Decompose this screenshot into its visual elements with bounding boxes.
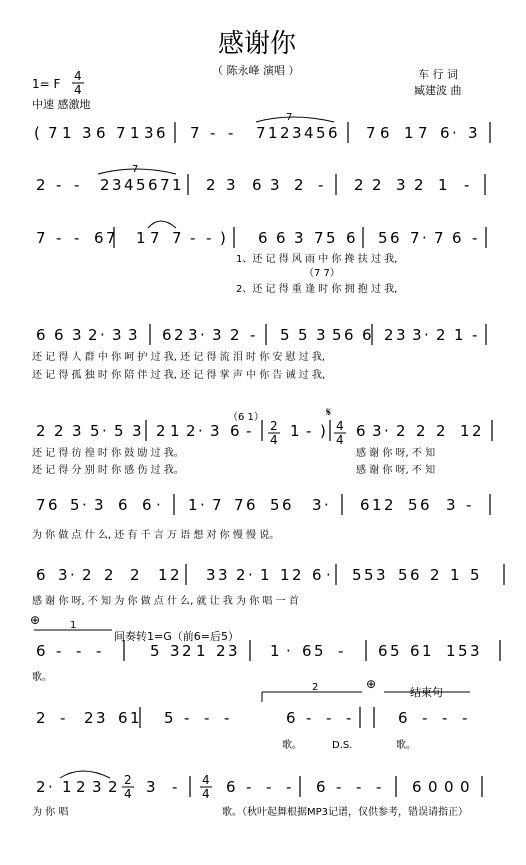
note: 3 <box>396 326 406 344</box>
note: 1 <box>454 326 464 344</box>
note: 3 <box>112 326 122 344</box>
note: 5 <box>114 422 124 440</box>
note: 5 <box>280 326 290 344</box>
note: 5 <box>390 642 400 660</box>
lyric-line: 感 谢 你 呀, 不 知 <box>356 465 436 476</box>
note: 7 <box>410 229 420 247</box>
note: · <box>324 496 329 514</box>
note: · <box>384 422 389 440</box>
lyric-line: 还 记 得 彷 徨 时 你 鼓 励 过 我。 <box>32 448 184 459</box>
note: 6 <box>380 124 390 142</box>
note: - <box>224 709 230 727</box>
note: 1 <box>136 229 146 247</box>
note: - <box>228 124 234 142</box>
lyric-line: 1、还 记 得 风 雨 中 你 搀 扶 过 我, <box>236 254 398 265</box>
lyric-line: 歌。 <box>396 740 416 751</box>
note: - <box>326 709 332 727</box>
note: 2 <box>170 566 180 584</box>
note: · <box>156 496 161 514</box>
note: · <box>200 496 205 514</box>
note: 6 <box>282 496 292 514</box>
note: · <box>326 566 331 584</box>
note: 7 <box>106 229 116 247</box>
note: 2 <box>182 642 192 660</box>
note: 6 <box>316 778 326 796</box>
note: · <box>200 326 205 344</box>
note: 3 <box>468 124 478 142</box>
note: 2 <box>82 566 92 584</box>
note: 6 <box>226 778 236 796</box>
note: 2 <box>292 566 302 584</box>
note: 0 <box>444 778 454 796</box>
music-row <box>36 420 492 441</box>
note: - <box>250 326 256 344</box>
note: 6 <box>344 326 354 344</box>
note: - <box>56 176 62 194</box>
note: 3 <box>446 496 456 514</box>
note: - <box>338 642 344 660</box>
note: 2 <box>206 176 216 194</box>
note: - <box>376 778 382 796</box>
note: - <box>346 709 352 727</box>
note: 3 <box>312 496 322 514</box>
note: 3 <box>132 422 142 440</box>
note: 6 <box>360 496 370 514</box>
note: 7 <box>418 124 428 142</box>
note: · <box>422 229 427 247</box>
note: 5 <box>316 124 326 142</box>
music-row <box>36 324 486 345</box>
note: 6 <box>94 229 104 247</box>
meter-end-bottom: 4 <box>124 787 132 801</box>
note: 6 <box>440 124 450 142</box>
tempo-marking: 中速 感激地 <box>32 98 91 111</box>
note: 2 <box>76 778 86 796</box>
note: 5 <box>332 326 342 344</box>
note: 7 <box>36 229 46 247</box>
note: 6 <box>302 642 312 660</box>
note: - <box>210 124 216 142</box>
note: - <box>204 709 210 727</box>
singer-credit: （ 陈永峰 演唱 ） <box>212 64 300 77</box>
note: 6 <box>362 326 372 344</box>
note: 1 <box>188 496 198 514</box>
note: 3 <box>316 326 326 344</box>
note: 3 <box>112 176 122 194</box>
note: 6 <box>452 229 462 247</box>
note: 4 <box>304 124 314 142</box>
note: 6 <box>36 642 46 660</box>
note: - <box>306 709 312 727</box>
lyric-line: 感 谢 你 呀, 不 知 为 你 做 点 什 么, 就 让 我 为 你 唱 一 首 <box>32 596 299 607</box>
meter-last-bottom: 4 <box>202 787 210 801</box>
note: 1 <box>130 124 140 142</box>
note: 2 <box>108 778 118 796</box>
note: 3 <box>294 229 304 247</box>
note: 2 <box>236 566 246 584</box>
lyric-line: 还 记 得 分 别 时 你 感 伤 过 我。 <box>32 465 184 476</box>
interlude-note: 间奏转1=G（前6=后5） <box>114 630 239 643</box>
note: 7 <box>36 496 46 514</box>
ending-label: 结束句 <box>410 686 443 699</box>
note: 3 <box>188 326 198 344</box>
note: 7 <box>256 124 266 142</box>
note: 6 <box>286 709 296 727</box>
music-row <box>36 640 500 661</box>
note: 3 <box>376 566 386 584</box>
note: - <box>246 422 252 440</box>
note: 1 <box>290 422 300 440</box>
note: 3 <box>128 326 138 344</box>
note: - <box>246 778 252 796</box>
meter-change-top: 2 <box>270 419 278 433</box>
note: 5 <box>398 566 408 584</box>
note: 2 <box>186 422 196 440</box>
note: 6 <box>420 496 430 514</box>
lyric-line: 2、还 记 得 重 逢 时 你 拥 抱 过 我, <box>236 284 398 295</box>
segno-icon: 𝄋 <box>326 405 332 419</box>
note: 2 <box>384 326 394 344</box>
note: 6 <box>142 496 152 514</box>
note: 2 <box>36 709 46 727</box>
note: 7 <box>366 124 376 142</box>
note: 2 <box>372 176 382 194</box>
note: · <box>48 778 53 796</box>
meter-last-top: 4 <box>202 773 210 787</box>
meter-top: 4 <box>74 69 82 83</box>
note: 1 <box>62 124 72 142</box>
lyric-line: 还 记 得 孤 独 时 你 陪 伴 过 我, 还 记 得 掌 声 中 你 告 诫 过 我, <box>32 370 326 381</box>
note: 6 <box>96 124 106 142</box>
note: · <box>198 422 203 440</box>
note: 6 <box>412 778 422 796</box>
note: 2 <box>430 566 440 584</box>
note: 3 <box>218 566 228 584</box>
note: - <box>184 709 190 727</box>
note: 6 <box>356 422 366 440</box>
note: 2 <box>36 422 46 440</box>
note: 2 <box>88 326 98 344</box>
note: 2 <box>230 326 240 344</box>
note: 5 <box>470 566 480 584</box>
note: 6 <box>346 229 356 247</box>
page-title: 感谢你 <box>218 29 297 59</box>
composer-credit: 臧建波 曲 <box>414 84 462 97</box>
lyric-line: 为 你 唱 <box>32 807 69 818</box>
note: - <box>462 709 468 727</box>
note: 5 <box>378 229 388 247</box>
note: 3 <box>412 326 422 344</box>
note: 7 <box>48 124 58 142</box>
note: 2 <box>36 778 46 796</box>
note: · <box>424 326 429 344</box>
note: - <box>442 709 448 727</box>
note: · <box>286 642 291 660</box>
note: 6 <box>156 124 166 142</box>
note: 7 <box>234 496 244 514</box>
meter-back-top: 4 <box>336 419 344 433</box>
note: 3 <box>228 642 238 660</box>
note: 1 <box>268 124 278 142</box>
note: 6 <box>162 326 172 344</box>
note: 5 <box>90 422 100 440</box>
note: · <box>452 124 457 142</box>
note: 3 <box>206 566 216 584</box>
note: ) <box>220 229 226 247</box>
note: 1 <box>130 709 140 727</box>
music-row <box>36 707 467 728</box>
note: - <box>56 642 62 660</box>
volta-one-number: 1 <box>70 620 77 631</box>
note: 3 <box>170 642 180 660</box>
tuplet-seven-2: 7 <box>132 164 139 175</box>
meter-back-bottom: 4 <box>336 433 344 447</box>
note: - <box>76 642 82 660</box>
note: 3 <box>226 176 236 194</box>
note: - <box>356 778 362 796</box>
note: - <box>336 778 342 796</box>
note: 2 <box>36 176 46 194</box>
music-row <box>36 776 482 797</box>
note: 5 <box>298 326 308 344</box>
note: 3 <box>292 124 302 142</box>
lyric-line: 还 记 得 人 群 中 你 呵 护 过 我, 还 记 得 流 泪 时 你 安 慰 过 我, <box>32 352 326 363</box>
alt-notes-77: （7 7） <box>304 268 340 279</box>
note: · <box>100 326 105 344</box>
note: 2 <box>414 176 424 194</box>
key-signature: 1= F <box>32 77 61 91</box>
note: ) <box>320 422 326 440</box>
note: 6 <box>328 124 338 142</box>
note: - <box>172 778 178 796</box>
note: 6 <box>252 176 262 194</box>
note: ( <box>34 124 40 142</box>
note: · <box>102 422 107 440</box>
note: 2 <box>156 422 166 440</box>
note: 1 <box>172 176 182 194</box>
note: 2 <box>174 326 184 344</box>
note: 2 <box>216 642 226 660</box>
lyric-line: 感 谢 你 呀, 不 知 <box>356 448 436 459</box>
alt-notes-61: （6 1） <box>228 412 264 423</box>
coda-icon-2: ⊕ <box>366 677 377 691</box>
music-row <box>36 227 486 248</box>
note: 7 <box>172 229 182 247</box>
note: 2 <box>280 124 290 142</box>
note: 1 <box>450 566 460 584</box>
note: 3 <box>94 496 104 514</box>
note: 6 <box>398 709 408 727</box>
note: - <box>472 326 478 344</box>
note: 5 <box>136 176 146 194</box>
note: 2 <box>384 496 394 514</box>
note: 7 <box>434 229 444 247</box>
note: 1 <box>62 778 72 796</box>
note: 3 <box>58 566 68 584</box>
note: - <box>306 422 312 440</box>
note: 1 <box>372 496 382 514</box>
note: 3 <box>470 642 480 660</box>
note: 2 <box>354 176 364 194</box>
note: 6 <box>48 496 58 514</box>
note: 3 <box>212 326 222 344</box>
note: 2 <box>436 422 446 440</box>
note: - <box>56 229 62 247</box>
note: 3 <box>372 422 382 440</box>
note: 6 <box>148 176 158 194</box>
note: 1 <box>158 566 168 584</box>
note: 5 <box>326 229 336 247</box>
note: 6 <box>246 496 256 514</box>
note: 1 <box>170 422 180 440</box>
lyricist-credit: 车 行 词 <box>418 68 458 81</box>
note: 3 <box>270 176 280 194</box>
note: 5 <box>164 709 174 727</box>
note: 6 <box>36 326 46 344</box>
note: 3 <box>146 778 156 796</box>
note: 3 <box>396 176 406 194</box>
meter-end-top: 2 <box>124 773 132 787</box>
note: 2 <box>294 176 304 194</box>
note: 2 <box>396 422 406 440</box>
meter-bottom: 4 <box>74 83 82 97</box>
note: 2 <box>436 326 446 344</box>
note: - <box>472 229 478 247</box>
note: 0 <box>428 778 438 796</box>
music-row <box>34 122 490 143</box>
note: 3 <box>144 124 154 142</box>
note: 6 <box>118 709 128 727</box>
note: 1 <box>460 422 470 440</box>
note: - <box>286 778 292 796</box>
note: 6 <box>378 642 388 660</box>
coda-icon: ⊕ <box>30 613 41 627</box>
note: 7 <box>212 496 222 514</box>
note: · <box>248 566 253 584</box>
lyric-line: 歌。（秋叶起舞根据MP3记谱，仅供参考，错误请指正） <box>222 807 469 818</box>
note: 5 <box>364 566 374 584</box>
note: 5 <box>408 496 418 514</box>
note: 7 <box>150 229 160 247</box>
note: - <box>422 709 428 727</box>
lyric-line: 歌。 <box>282 740 302 751</box>
note: 3 <box>210 422 220 440</box>
note: - <box>74 229 80 247</box>
note: 5 <box>70 496 80 514</box>
note: 6 <box>258 229 268 247</box>
note: 2 <box>416 422 426 440</box>
note: 7 <box>314 229 324 247</box>
note: 7 <box>160 176 170 194</box>
note: 6 <box>230 422 240 440</box>
note: 1 <box>404 124 414 142</box>
note: 6 <box>410 566 420 584</box>
note: 6 <box>312 566 322 584</box>
note: 4 <box>124 176 134 194</box>
meter-change-bottom: 4 <box>270 433 278 447</box>
note: 6 <box>276 229 286 247</box>
music-row <box>36 494 490 515</box>
note: 6 <box>118 496 128 514</box>
note: - <box>206 229 212 247</box>
note: 6 <box>54 326 64 344</box>
note: 1 <box>438 176 448 194</box>
volta-two-number: 2 <box>312 682 319 693</box>
lyric-line: 歌。 <box>32 672 52 683</box>
note: 5 <box>150 642 160 660</box>
note: 2 <box>104 566 114 584</box>
note: · <box>82 496 87 514</box>
note: 2 <box>54 422 64 440</box>
note: 0 <box>460 778 470 796</box>
note: 3 <box>72 422 82 440</box>
note: - <box>96 642 102 660</box>
lyric-line: 为 你 做 点 什 么, 还 有 千 言 万 语 想 对 你 慢 慢 说。 <box>32 530 280 541</box>
note: 7 <box>190 124 200 142</box>
music-row <box>36 564 504 585</box>
note: · <box>70 566 75 584</box>
note: 1 <box>422 642 432 660</box>
note: 6 <box>36 566 46 584</box>
note: 5 <box>458 642 468 660</box>
note: 7 <box>116 124 126 142</box>
lyric-line: D.S. <box>332 740 353 751</box>
note: 5 <box>352 566 362 584</box>
note: 6 <box>390 229 400 247</box>
note: 3 <box>82 124 92 142</box>
note: - <box>318 176 324 194</box>
note: 3 <box>96 709 106 727</box>
note: 6 <box>410 642 420 660</box>
note: 1 <box>446 642 456 660</box>
tuplet-seven-1: 7 <box>286 112 293 123</box>
note: 3 <box>92 778 102 796</box>
note: 5 <box>270 496 280 514</box>
note: - <box>60 709 66 727</box>
note: - <box>266 778 272 796</box>
music-row <box>36 174 485 195</box>
note: 2 <box>84 709 94 727</box>
note: - <box>466 496 472 514</box>
note: 1 <box>270 642 280 660</box>
note: - <box>74 176 80 194</box>
note: 2 <box>472 422 482 440</box>
note: 1 <box>196 642 206 660</box>
note: - <box>190 229 196 247</box>
note: - <box>464 176 470 194</box>
note: 5 <box>314 642 324 660</box>
note: 3 <box>72 326 82 344</box>
note: 2 <box>100 176 110 194</box>
note: 2 <box>130 566 140 584</box>
note: 1 <box>280 566 290 584</box>
note: 1 <box>260 566 270 584</box>
